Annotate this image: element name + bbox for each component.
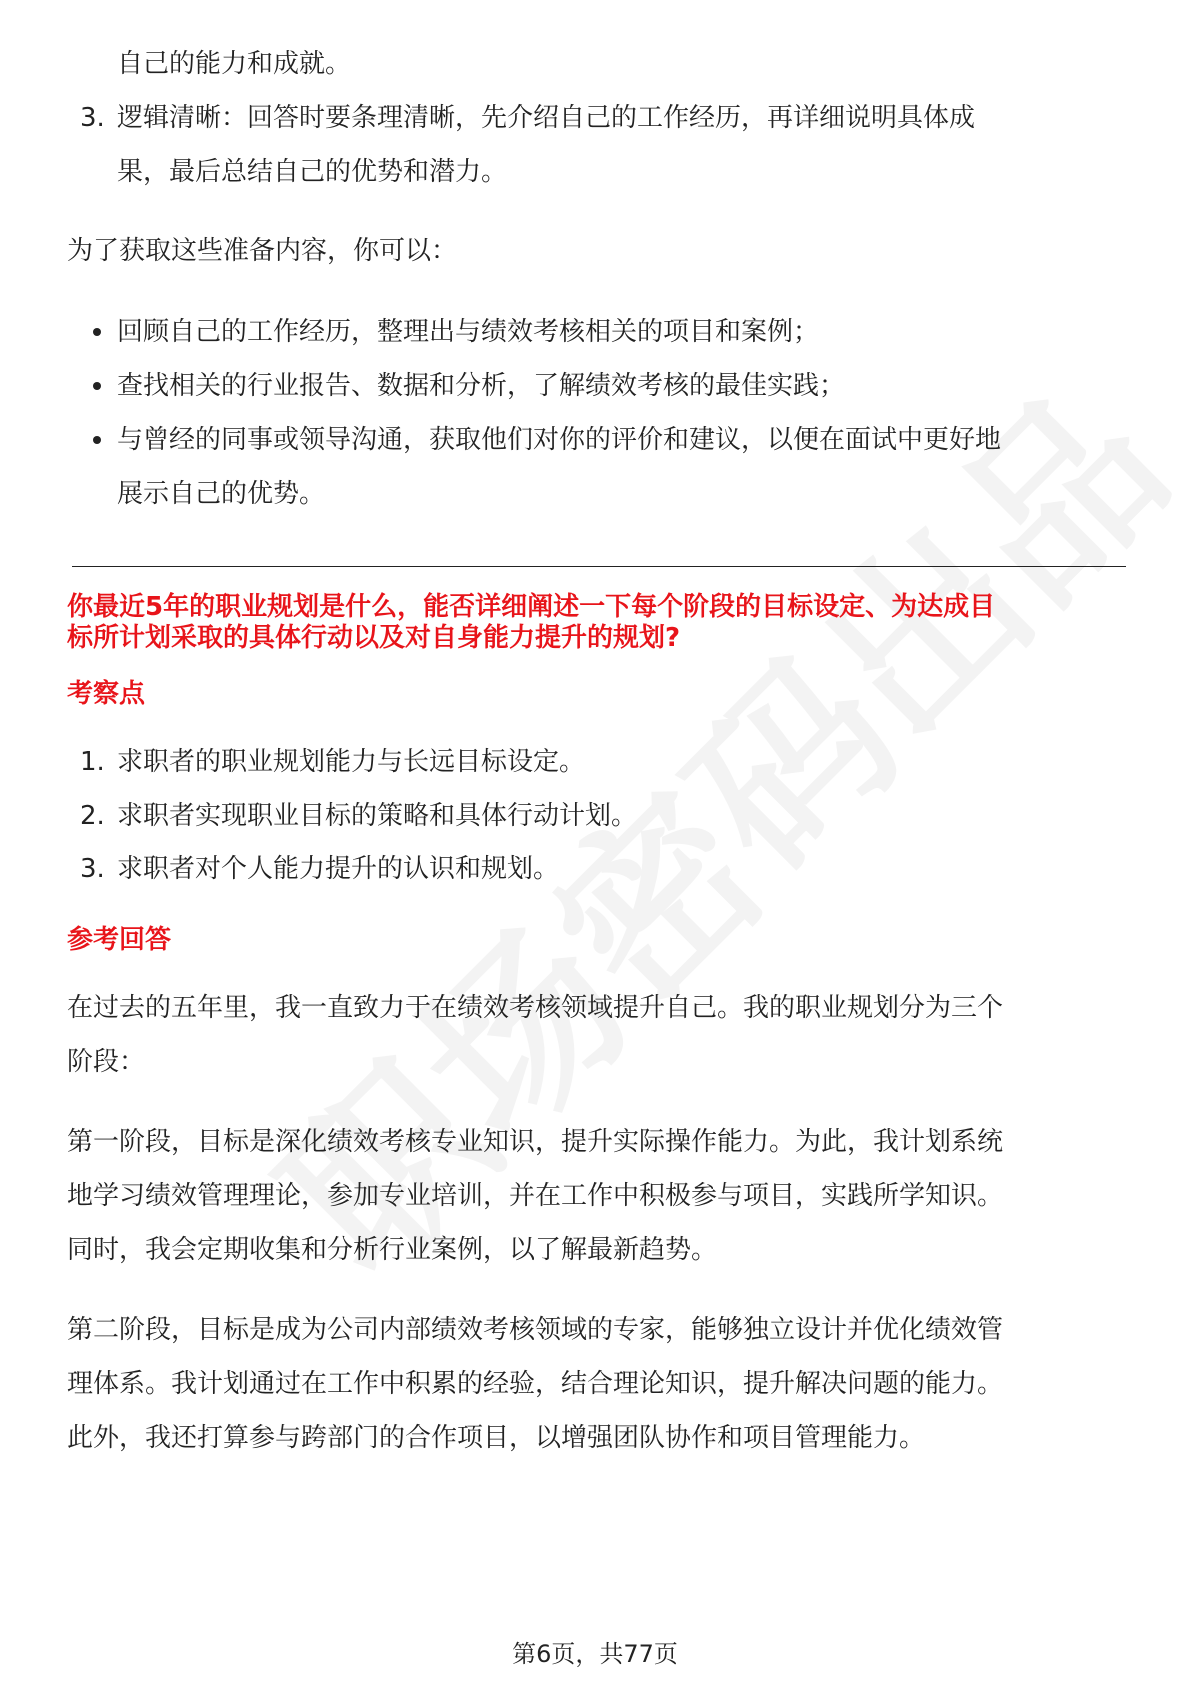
list-number: 2.: [80, 801, 105, 831]
bullet-item-text: 回顾自己的工作经历，整理出与绩效考核相关的项目和案例；: [117, 317, 820, 347]
answer-paragraph-line: 同时，我会定期收集和分析行业案例，以了解最新趋势。: [67, 1235, 718, 1265]
answer-paragraph-line: 在过去的五年里，我一直致力于在绩效考核领域提升自己。我的职业规划分为三个: [67, 993, 1004, 1023]
list-item-text: 果，最后总结自己的优势和潜力。: [117, 157, 508, 187]
list-number: 3.: [80, 854, 105, 884]
answer-paragraph-line: 地学习绩效管理理论，参加专业培训，并在工作中积极参与项目，实践所学知识。: [67, 1181, 1004, 1211]
bullet-item-text: 与曾经的同事或领导沟通，获取他们对你的评价和建议，以便在面试中更好地: [117, 425, 1002, 455]
page-footer: 第6页，共77页: [512, 1640, 678, 1668]
answer-paragraph-line: 阶段：: [67, 1047, 146, 1077]
answer-paragraph-line: 第二阶段，目标是成为公司内部绩效考核领域的专家，能够独立设计并优化绩效管: [67, 1315, 1004, 1345]
question-title: 标所计划采取的具体行动以及对自身能力提升的规划?: [67, 623, 681, 653]
bullet-item-text: 展示自己的优势。: [117, 479, 326, 509]
question-title: 你最近5年的职业规划是什么，能否详细阐述一下每个阶段的目标设定、为达成目: [67, 592, 996, 622]
answer-paragraph-line: 理体系。我计划通过在工作中积累的经验，结合理论知识，提升解决问题的能力。: [67, 1369, 1004, 1399]
list-item-text: 求职者实现职业目标的策略和具体行动计划。: [117, 801, 638, 831]
answer-paragraph-line: 第一阶段，目标是深化绩效考核专业知识，提升实际操作能力。为此，我计划系统: [67, 1127, 1004, 1157]
bullet-icon: [93, 436, 101, 444]
list-item-text: 逻辑清晰：回答时要条理清晰，先介绍自己的工作经历，再详细说明具体成: [117, 103, 976, 133]
section-heading-focus: 考察点: [67, 679, 146, 709]
section-heading-answer: 参考回答: [67, 925, 172, 955]
list-number: 1.: [80, 747, 105, 777]
bullet-icon: [93, 328, 101, 336]
list-item-text: 求职者的职业规划能力与长远目标设定。: [117, 747, 586, 777]
paragraph: 为了获取这些准备内容，你可以：: [67, 236, 458, 266]
answer-paragraph-line: 此外，我还打算参与跨部门的合作项目，以增强团队协作和项目管理能力。: [67, 1423, 926, 1453]
bullet-item-text: 查找相关的行业报告、数据和分析，了解绩效考核的最佳实践；: [117, 371, 846, 401]
bullet-icon: [93, 382, 101, 390]
list-item-continuation: 自己的能力和成就。: [117, 49, 352, 79]
section-divider: [72, 566, 1126, 567]
list-number: 3.: [80, 103, 105, 133]
list-item-text: 求职者对个人能力提升的认识和规划。: [117, 854, 560, 884]
